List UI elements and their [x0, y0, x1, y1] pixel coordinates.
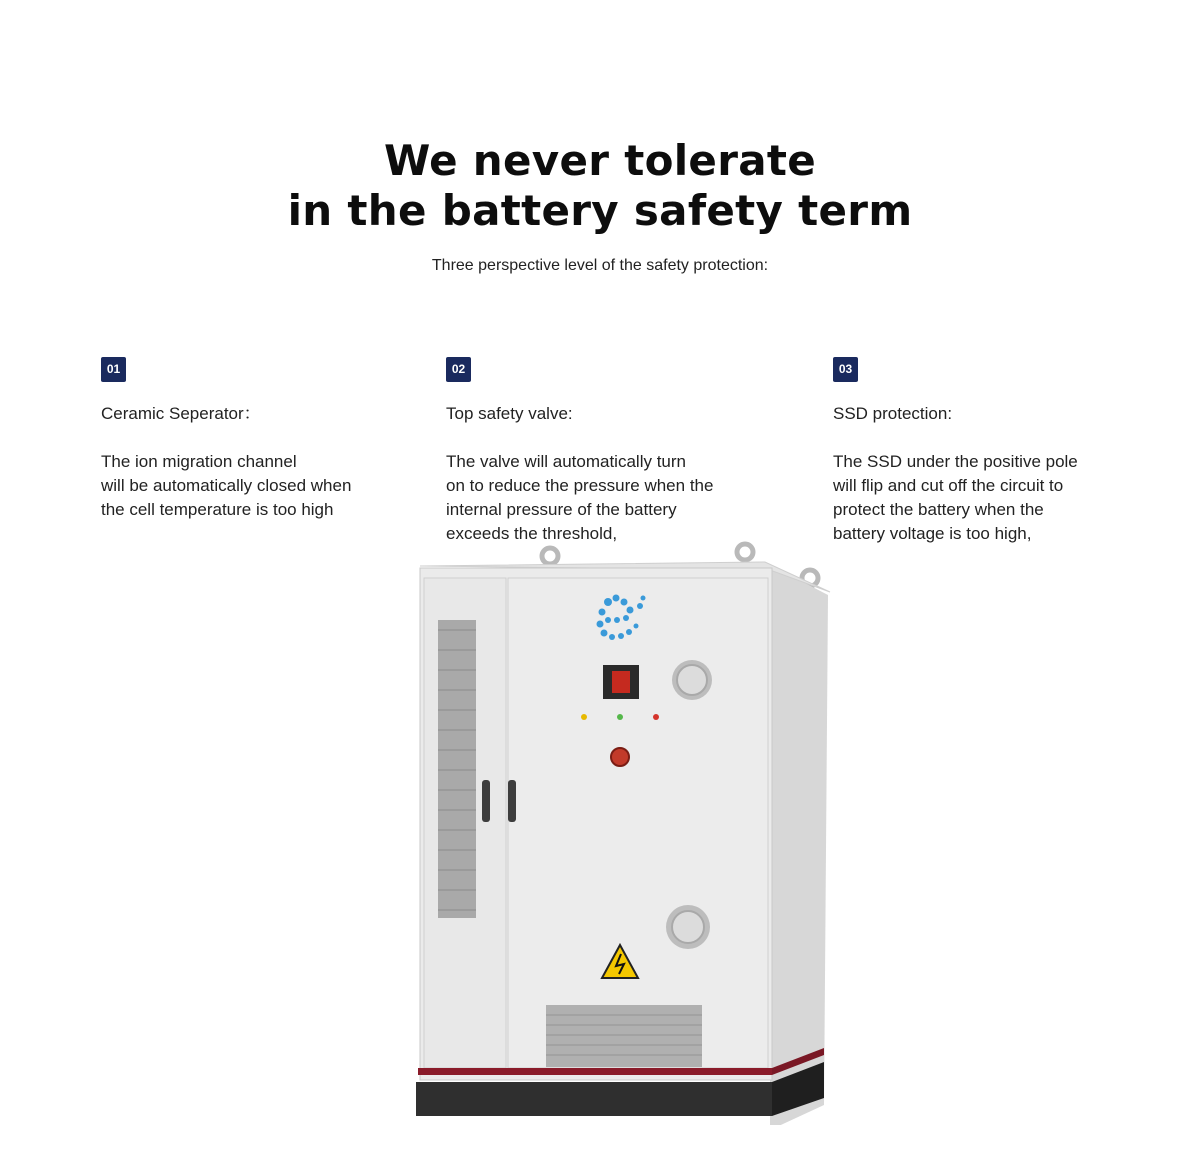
round-vent-icon — [666, 905, 710, 949]
title-line-2: in the battery safety term — [287, 186, 913, 235]
door-handle — [508, 780, 516, 822]
round-vent-icon — [672, 660, 712, 700]
feature-description-line: internal pressure of the battery — [446, 500, 677, 519]
feature-description-line: on to reduce the pressure when the — [446, 476, 714, 495]
feature-description-line: The SSD under the positive pole — [833, 452, 1078, 471]
main-switch-knob — [612, 671, 630, 693]
feature-03 — [833, 357, 1133, 546]
side-vent-grille — [438, 620, 476, 918]
feature-number-badge: 03 — [833, 357, 858, 382]
feature-description-line: the cell temperature is too high — [101, 500, 334, 519]
indicator-light-icon — [581, 714, 587, 720]
feature-description-line: battery voltage is too high, — [833, 524, 1032, 543]
feature-description — [446, 450, 746, 546]
title-line-1: We never tolerate — [383, 136, 817, 185]
feature-title: Top safety valve: — [446, 404, 573, 423]
feature-01 — [101, 357, 401, 522]
feature-description-line: The valve will automatically turn — [446, 452, 686, 471]
feature-02 — [446, 357, 746, 546]
cabinet-right-door — [508, 578, 768, 1068]
battery-cabinet-image — [410, 540, 840, 1125]
feature-title: SSD protection: — [833, 404, 953, 423]
indicator-light-icon — [617, 714, 623, 720]
cabinet-base — [416, 1082, 772, 1116]
feature-description — [101, 450, 401, 522]
feature-description-line: The ion migration channel — [101, 452, 297, 471]
feature-description-line: will flip and cut off the circuit to — [833, 476, 1064, 495]
feature-title: Ceramic Seperator： — [101, 404, 261, 423]
emergency-stop-button — [611, 748, 629, 766]
feature-number-badge: 01 — [101, 357, 126, 382]
feature-description-line: exceeds the threshold, — [446, 524, 618, 543]
cabinet-side-panel — [770, 565, 828, 1125]
bottom-vent-grille — [546, 1005, 702, 1067]
feature-description-line: protect the battery when the — [833, 500, 1044, 519]
page-subtitle: Three perspective level of the safety protection: — [431, 257, 769, 274]
page-title — [0, 136, 1200, 236]
indicator-light-icon — [653, 714, 659, 720]
feature-description-line: will be automatically closed when — [101, 476, 352, 495]
feature-description — [833, 450, 1133, 546]
accent-stripe — [418, 1068, 772, 1075]
feature-number-badge: 02 — [446, 357, 471, 382]
door-handle — [482, 780, 490, 822]
